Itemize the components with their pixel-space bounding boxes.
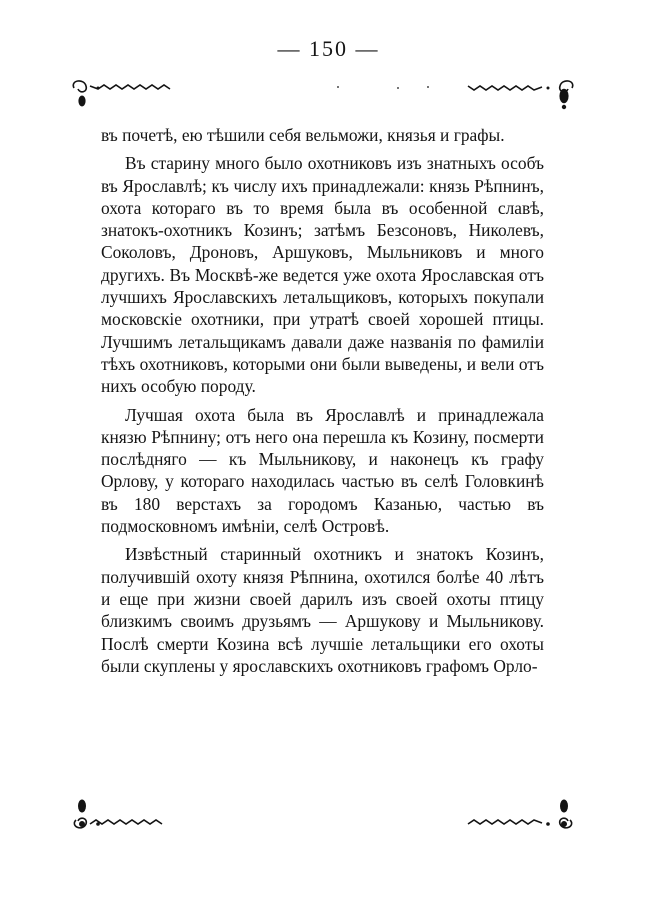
- left-vine-line: [90, 820, 162, 824]
- left-scroll-curl: [73, 81, 86, 92]
- page-number: — 150 —: [277, 36, 380, 61]
- paragraph: Извѣстный старинный охотникъ и знатокъ Козинъ, получившій охоту князя Рѣпнина, охотился болѣе 40 лѣтъ и еще при жизни своей дарилъ изъ своей охоты птицу близкимъ своимъ друзьямъ — Аршукову и Мыльникову. Послѣ смерти Козина всѣ лучшіе летальщики его охоты были скуплены у ярославскихъ охотниковъ графомъ Орло-: [101, 544, 544, 676]
- bottom-ornament-graphic: [68, 796, 578, 836]
- right-vine-line: [468, 86, 542, 90]
- top-ornament: [68, 76, 578, 116]
- top-ornament-graphic: [68, 76, 578, 116]
- right-drop-ornament: [559, 89, 568, 103]
- paragraph: Лучшая охота была въ Ярославлѣ и принадлежала князю Рѣпнину; отъ него она перешла къ Козину, посмерти послѣдняго — къ Мыльникову, и наконецъ къ графу Орлову, у котораго находилась частью въ селѣ Головкинѣ въ 180 верстахъ за городомъ Казанью, частью въ подмосковномъ имѣніи, селѣ Островѣ.: [101, 404, 544, 537]
- bottom-ornament: [68, 796, 578, 836]
- left-vine-line: [90, 85, 170, 89]
- left-drop-ornament: [78, 96, 85, 107]
- text-column: [101, 124, 544, 677]
- right-vine-line: [468, 820, 542, 824]
- left-drop-ornament: [78, 800, 86, 813]
- right-drop-ornament: [560, 800, 568, 813]
- paragraph-continued: въ почетѣ, ею тѣшили себя вельможи, князья и графы.: [101, 125, 505, 145]
- paragraph: Въ старину много было охотниковъ изъ знатныхъ особъ въ Ярославлѣ; къ числу ихъ принадлежали: князь Рѣпнинъ, охота котораго въ то время была въ особенной славѣ, знатокъ-охотникъ Козинъ; затѣмъ Безсоновъ, Николевъ, Соколовъ, Дроновъ, Аршуковъ, Мыльниковъ и много другихъ. Въ Москвѣ-же ведется уже охота Ярославская отъ лучшихъ Ярославскихъ летальщиковъ, которыхъ покупали московскіе охотники, при утратѣ своей хорошей птицы. Лучшимъ летальщикамъ давали даже названія по фамиліи тѣхъ охотниковъ, которыми они были выведены, и вели отъ нихъ особую породу.: [101, 153, 544, 397]
